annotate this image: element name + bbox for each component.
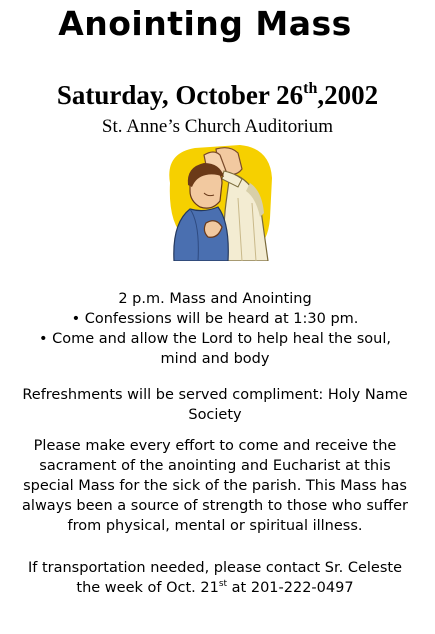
appeal-line: Please make every effort to come and receive the <box>33 438 397 454</box>
transport-block <box>6 558 424 598</box>
transport-week: the week of Oct. 21 <box>76 580 219 596</box>
schedule-line-heal-cont: mind and body <box>160 351 270 367</box>
refreshments-line: Refreshments will be served compliment: Holy Name <box>22 387 408 403</box>
schedule-block <box>6 289 424 369</box>
refreshments-block <box>6 385 424 425</box>
schedule-line-heal: • Come and allow the Lord to help heal the soul, <box>38 331 391 347</box>
date-year: ,2002 <box>317 80 379 110</box>
transport-ordinal: st <box>218 579 228 589</box>
date-ordinal: th <box>303 80 318 97</box>
appeal-block <box>6 436 424 536</box>
transport-line: If transportation needed, please contact Sr. Celeste <box>27 560 403 576</box>
appeal-line: sacrament of the anointing and Eucharist at this <box>39 458 391 474</box>
refreshments-line: Society <box>188 407 242 423</box>
event-date <box>0 78 435 112</box>
blessing-clipart-image <box>160 143 275 261</box>
appeal-line: from physical, mental or spiritual illness. <box>67 518 363 534</box>
transport-contact-line <box>6 578 424 598</box>
event-venue: St. Anne’s Church Auditorium <box>101 116 334 137</box>
page-title: Anointing Mass <box>58 4 352 43</box>
schedule-line-mass: 2 p.m. Mass and Anointing <box>118 291 312 307</box>
appeal-line: special Mass for the sick of the parish. This Mass has <box>23 478 407 494</box>
date-text: Saturday, October 26 <box>56 80 304 110</box>
transport-phone: at 201-222-0497 <box>227 580 354 596</box>
appeal-line: always been a source of strength to those who suffer <box>22 498 408 514</box>
schedule-line-confessions: • Confessions will be heard at 1:30 pm. <box>71 311 359 327</box>
